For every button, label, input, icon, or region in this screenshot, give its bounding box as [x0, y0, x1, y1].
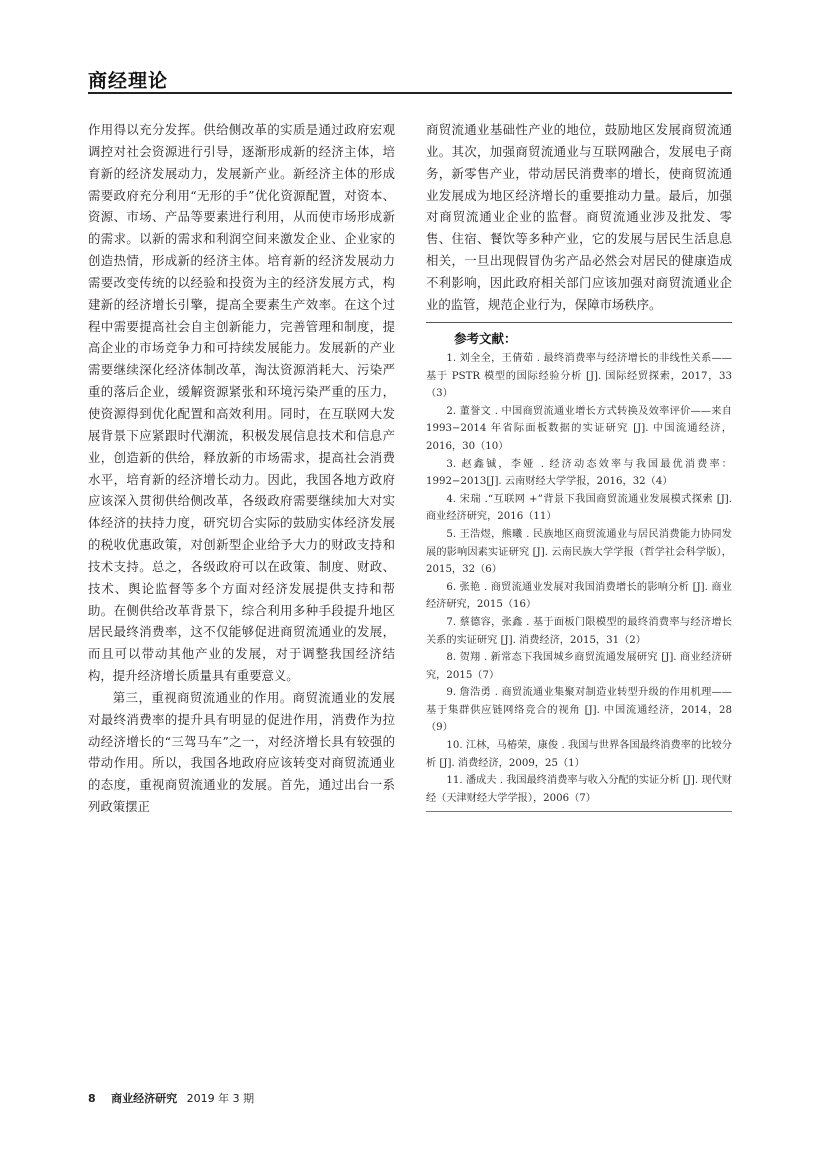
section-title: 商经理论 [88, 70, 169, 92]
reference-item: 4. 宋瑞 .“互联网 +”背景下我国商贸流通业发展模式探索 [J]. 商业经济研究，2016（11） [426, 493, 732, 523]
reference-item: 1. 刘全全，王倩茹 . 最终消费率与经济增长的非线性关系——基于 PSTR 模型的国际经验分析 [J]. 国际经贸探索，2017，33（3） [426, 353, 732, 400]
reference-item: 10. 江林，马椿荣，康俊 . 我国与世界各国最终消费率的比较分析 [J]. 消费经济，2009，25（1） [426, 740, 732, 769]
reference-item: 11. 潘成夫 . 我国最终消费率与收入分配的实证分析 [J]. 现代财经（天津财经大学学报），2006（7） [426, 775, 732, 804]
reference-item: 2. 董誉文 . 中国商贸流通业增长方式转换及效率评价——来自 1993−2014 年省际面板数据的实证研究 [J]. 中国流通经济，2016，30（10） [426, 405, 732, 452]
reference-item: 5. 王浩煜，熊曦 . 民族地区商贸流通业与居民消费能力协同发展的影响因素实证研究 [J]. 云南民族大学学报（哲学社会科学版），2015，32（6） [426, 528, 732, 576]
page-footer [88, 1090, 254, 1106]
body-paragraph: 商贸流通业基础性产业的地位，鼓励地区发展商贸流通业。其次，加强商贸流通业与互联网融合，发展电子商务，新零售产业，带动居民消费率的增长，使商贸流通业发展成为地区经济增长的重要推动力量。最后，加强对商贸流通业企业的监督。商贸流通业涉及批发、零售、住宿、餐饮等多种产业，它的发展与居民生活息息相关，一旦出现假冒伪劣产品必然会对居民的健康造成不利影响，因此政府相关部门应该加强对商贸流通业企业的监管，规范企业行为，保障市场秩序。 [426, 122, 732, 312]
reference-item: 8. 贺翔 . 新常态下我国城乡商贸流通发展研究 [J]. 商业经济研究，2015（7） [426, 652, 732, 681]
references-bottom-rule [426, 811, 732, 812]
reference-item: 7. 蔡德容，张鑫 . 基于面板门限模型的最终消费率与经济增长关系的实证研究 [J]. 消费经济，2015，31（2） [426, 616, 732, 646]
right-column [426, 119, 732, 316]
journal-name: 商业经济研究 [111, 1092, 178, 1105]
header-rule [88, 92, 732, 94]
body-paragraph: 作用得以充分发挥。供给侧改革的实质是通过政府宏观调控对社会资源进行引导，逐渐形成新的经济主体，培育新的经济发展动力，发展新产业。新经济主体的形成需要政府充分利用“无形的手”优化资源配置，对资本、资源、市场、产品等要素进行利用，从而使市场形成新的需求。以新的需求和利润空间来激发企业、企业家的创造热情，形成新的经济主体。培育新的经济发展动力需要改变传统的以经验和投资为主的经济发展方式，构建新的经济增长引擎，提高全要素生产效率。在这个过程中需要提高社会自主创新能力，完善管理和制度，提高企业的市场竞争力和可持续发展能力。发展新的产业需要继续深化经济体制改革，淘汰资源消耗大、污染严重的落后企业，缓解资源紧张和环境污染严重的压力，使资源得到优化配置和高效利用。同时，在互联网大发展背景下应紧跟时代潮流，积极发展信息技术和信息产业，创造新的供给，释放新的市场需求，提高社会消费水平，培育新的经济增长动力。因此，我国各地方政府应该深入贯彻供给侧改革，各级政府需要继续加大对实体经济的扶持力度，研究切合实际的鼓励实体经济发展的税收优惠政策，对创新型企业给予大力的财政支持和技术支持。总之，各级政府可以在政策、制度、财政、技术、舆论监督等多个方面对经济发展提供支持和帮助。在侧供给改革背景下，综合利用多种手段提升地区居民最终消费率，这不仅能够促进商贸流通业的发展，而且可以带动其他产业的发展，对于调整我国经济结构，提升经济增长质量具有重要意义。 [88, 122, 395, 684]
reference-item: 3. 赵鑫铖，李娅 . 经济动态效率与我国最优消费率：1992−2013[J]. 云南财经大学学报，2016，32（4） [426, 458, 732, 488]
reference-item: 9. 詹浩勇 . 商贸流通业集聚对制造业转型升级的作用机理——基于集群供应链网络竞合的视角 [J]. 中国流通经济，2014，28（9） [426, 687, 732, 734]
left-column [88, 119, 395, 818]
body-paragraph: 第三，重视商贸流通业的作用。商贸流通业的发展对最终消费率的提升具有明显的促进作用，消费作为拉动经济增长的“三驾马车”之一，对经济增长具有较强的带动作用。所以，我国各地政府应该转变对商贸流通业的态度，重视商贸流通业的发展。首先，通过出台一系列政策摆正 [88, 689, 395, 815]
journal-issue: 2019 年 3 期 [186, 1092, 255, 1105]
references-list [426, 350, 732, 807]
references-section [426, 322, 732, 812]
reference-item: 6. 张艳 . 商贸流通业发展对我国消费增长的影响分析 [J]. 商业经济研究，2015（16） [426, 581, 732, 611]
page-number: 8 [88, 1092, 96, 1105]
references-top-rule [426, 322, 732, 323]
references-heading: 参考文献： [454, 331, 517, 346]
